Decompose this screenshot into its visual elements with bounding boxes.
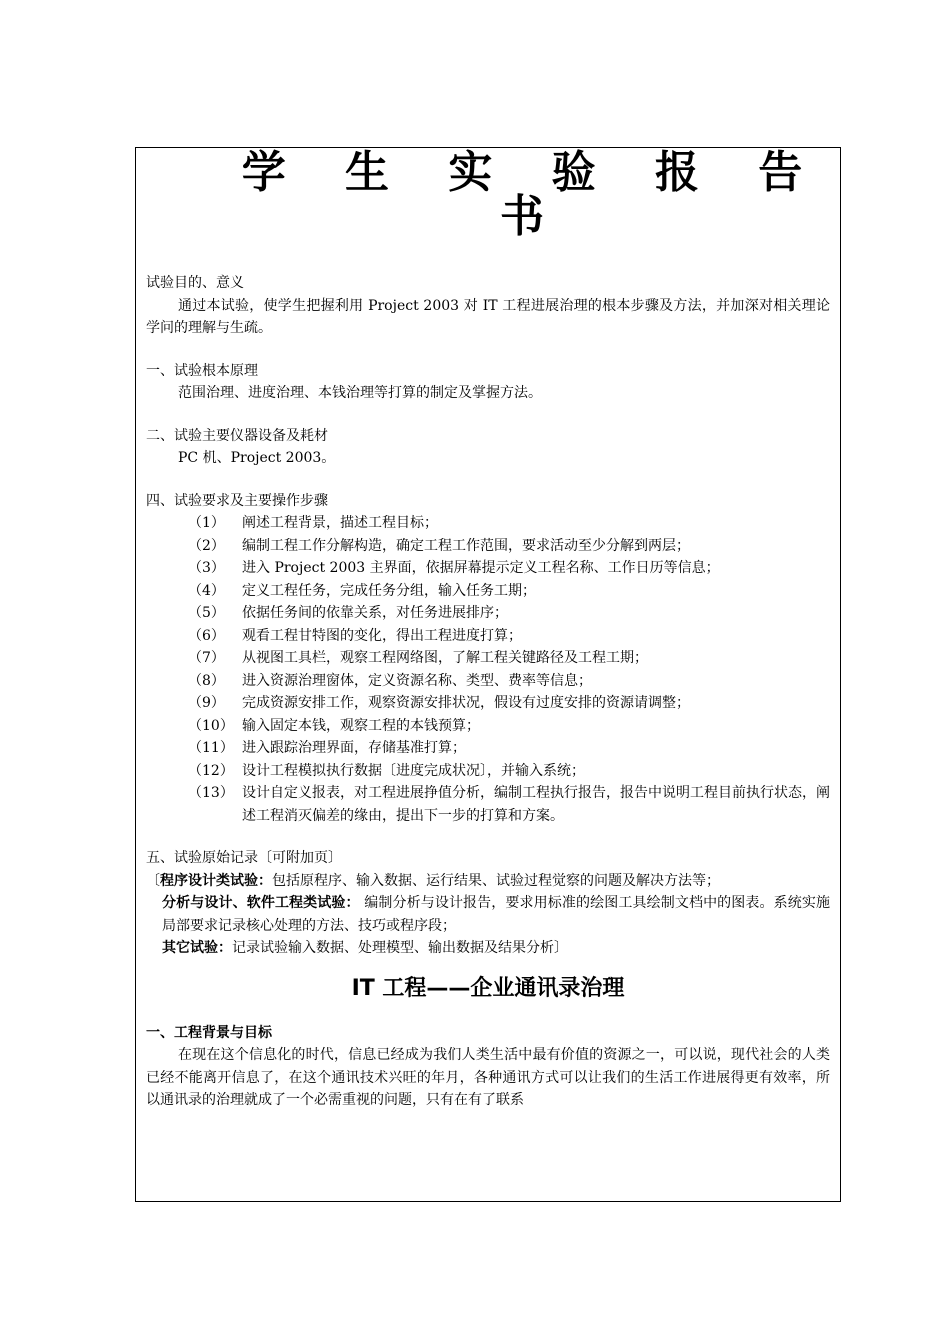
step-text: 完成资源安排工作，观察资源安排状况，假设有过度安排的资源请调整； bbox=[242, 695, 690, 711]
step-item bbox=[146, 670, 830, 693]
step-number: （13） bbox=[188, 785, 234, 801]
steps-heading: 四、试验要求及主要操作步骤 bbox=[146, 492, 328, 509]
purpose-text: 通过本试验，使学生把握利用 Project 2003 对 IT 工程进展治理的根本步骤及方法，并加深对相关理论学问的理解与生疏。 bbox=[146, 297, 830, 336]
record-open-bracket: 〔 bbox=[146, 872, 160, 889]
record-other-text: 记录试验输入数据、处理模型、输出数据及结果分析〕 bbox=[232, 940, 568, 956]
step-number: （7） bbox=[188, 650, 225, 666]
steps-list bbox=[146, 512, 830, 827]
step-number: （9） bbox=[188, 695, 225, 711]
step-text: 进入资源治理窗体，定义资源名称、类型、费率等信息； bbox=[242, 672, 592, 689]
step-number: （11） bbox=[188, 740, 234, 756]
record-other-line bbox=[146, 937, 830, 960]
step-text: 进入跟踪治理界面，存储基准打算； bbox=[242, 740, 466, 756]
step-number: （10） bbox=[188, 717, 234, 734]
record-heading: 五、试验原始记录〔可附加页〕 bbox=[146, 850, 342, 866]
project-title: IT 工程——企业通讯录治理 bbox=[351, 975, 625, 1001]
record-program-text: 包括原程序、输入数据、运行结果、试验过程觉察的问题及解决方法等； bbox=[272, 872, 720, 889]
step-item bbox=[146, 625, 830, 648]
step-text: 从视图工具栏，观察工程网络图，了解工程关键路径及工程工期； bbox=[242, 650, 648, 666]
step-item bbox=[146, 715, 830, 738]
step-item bbox=[146, 692, 830, 715]
principle-heading: 一、试验根本原理 bbox=[146, 362, 258, 379]
report-title: 学 生 实 验 报 告 书 bbox=[241, 147, 825, 242]
report-content bbox=[146, 272, 830, 1112]
equipment-heading: 二、试验主要仪器设备及耗材 bbox=[146, 427, 328, 444]
step-number: （1） bbox=[188, 515, 225, 531]
step-item bbox=[146, 647, 830, 670]
step-text: 输入固定本钱，观察工程的本钱预算； bbox=[242, 717, 480, 734]
step-item bbox=[146, 602, 830, 625]
purpose-heading: 试验目的、意义 bbox=[146, 275, 244, 291]
step-text: 定义工程任务，完成任务分组，输入任务工期； bbox=[242, 582, 536, 599]
report-frame bbox=[135, 147, 841, 1202]
step-number: （6） bbox=[188, 627, 225, 644]
record-program-line bbox=[146, 870, 830, 893]
step-text: 编制工程工作分解构造，确定工程工作范围，要求活动至少分解到两层； bbox=[242, 537, 690, 554]
step-item bbox=[146, 580, 830, 603]
step-item bbox=[146, 782, 830, 827]
step-number: （5） bbox=[188, 605, 225, 621]
step-item bbox=[146, 737, 830, 760]
step-number: （12） bbox=[188, 762, 234, 779]
step-number: （3） bbox=[188, 560, 225, 576]
step-item bbox=[146, 760, 830, 783]
step-text: 设计自定义报表，对工程进展挣值分析，编制工程执行报告，报告中说明工程目前执行状态，阐述工程消灭偏差的缘由，提出下一步的打算和方案。 bbox=[242, 785, 830, 824]
background-text: 在现在这个信息化的时代，信息已经成为我们人类生活中最有价值的资源之一，可以说，现代社会的人类已经不能离开信息了，在这个通讯技术兴旺的年月，各种通讯方式可以让我们的生活工作进展得更有效率，所以通讯录的治理就成了一个必需重视的问题，只有在有了联系 bbox=[146, 1047, 830, 1108]
step-text: 进入 Project 2003 主界面，依据屏幕提示定义工程名称、工作日历等信息； bbox=[242, 560, 720, 576]
record-analysis-line bbox=[146, 892, 830, 937]
step-text: 观看工程甘特图的变化，得出工程进度打算； bbox=[242, 627, 522, 644]
background-heading: 一、工程背景与目标 bbox=[146, 1024, 272, 1041]
record-section bbox=[146, 847, 830, 960]
step-item bbox=[146, 512, 830, 535]
principle-text: 范围治理、进度治理、本钱治理等打算的制定及掌握方法。 bbox=[178, 385, 542, 401]
record-program-label: 程序设计类试验： bbox=[160, 872, 272, 889]
equipment-text: PC 机、Project 2003。 bbox=[178, 450, 336, 466]
step-number: （2） bbox=[188, 537, 225, 554]
step-text: 设计工程模拟执行数据〔进度完成状况〕，并输入系统； bbox=[242, 762, 585, 779]
record-other-label: 其它试验： bbox=[162, 940, 232, 956]
step-text: 依据任务间的依靠关系，对任务进展排序； bbox=[242, 605, 508, 621]
step-number: （8） bbox=[188, 672, 225, 689]
record-analysis-text: 编制分析与设计报告，要求用标准的绘图工具绘制文档中的图表。系统实施局部要求记录核心处理的方法、技巧或程序段； bbox=[162, 895, 831, 934]
step-text: 阐述工程背景，描述工程目标； bbox=[242, 515, 438, 531]
record-analysis-label: 分析与设计、软件工程类试验： bbox=[162, 895, 360, 911]
step-number: （4） bbox=[188, 582, 225, 599]
step-item bbox=[146, 557, 830, 580]
step-item bbox=[146, 535, 830, 558]
